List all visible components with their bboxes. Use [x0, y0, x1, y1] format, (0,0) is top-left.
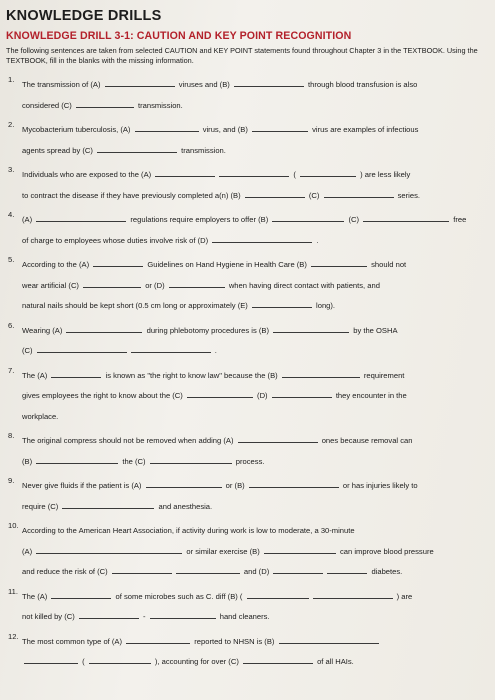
question-text: the (C) [120, 456, 148, 466]
question-number: 8. [8, 431, 15, 440]
question-item [6, 476, 481, 517]
answer-blank[interactable] [150, 454, 232, 464]
answer-blank[interactable] [150, 609, 216, 619]
answer-blank[interactable] [212, 233, 312, 243]
question-line [22, 366, 481, 387]
answer-blank[interactable] [363, 212, 449, 222]
question-text: of charge to employees whose duties involve risk of (D) [22, 235, 211, 245]
answer-blank[interactable] [243, 654, 313, 664]
question-line [22, 75, 481, 96]
question-text: regulations require employers to offer (B) [128, 215, 271, 224]
question-text: (C) [306, 190, 322, 200]
question-text: ( [291, 170, 299, 179]
question-text: is known as "the right to know law" because the (B) [103, 370, 280, 380]
answer-blank[interactable] [135, 122, 199, 132]
question-text: Guidelines on Hand Hygiene in Health Care (B) [145, 260, 310, 269]
question-line [22, 321, 481, 342]
answer-blank[interactable] [252, 122, 308, 132]
answer-blank[interactable] [273, 323, 349, 333]
answer-blank[interactable] [300, 167, 356, 177]
question-text: or similar exercise (B) [184, 546, 262, 556]
answer-blank[interactable] [79, 609, 139, 619]
question-line [22, 652, 481, 673]
page-title: KNOWLEDGE DRILLS [6, 8, 162, 24]
answer-blank[interactable] [36, 212, 126, 222]
question-line [22, 341, 481, 362]
question-text: The (A) [22, 370, 50, 380]
question-line [22, 165, 481, 186]
question-text: process. [233, 456, 265, 466]
question-text: during phlebotomy procedures is (B) [144, 325, 272, 335]
question-number: 7. [8, 365, 15, 375]
question-text: . [212, 346, 217, 355]
question-line [22, 120, 481, 141]
question-text: viruses and (B) [176, 80, 232, 89]
answer-blank[interactable] [37, 343, 127, 353]
question-text: ) are less likely [358, 170, 411, 179]
question-line [22, 587, 481, 608]
question-text: of some microbes such as C. diff (B) ( [113, 591, 245, 601]
answer-blank[interactable] [105, 77, 175, 87]
answer-blank[interactable] [313, 589, 393, 599]
question-line [22, 96, 481, 117]
question-text: Mycobacterium tuberculosis, (A) [22, 125, 133, 134]
question-text: . [314, 235, 319, 245]
question-text: virus, and (B) [200, 125, 250, 134]
answer-blank[interactable] [24, 654, 78, 664]
question-text: (A) [22, 546, 35, 556]
question-text: workplace. [22, 411, 59, 421]
question-text: hand cleaners. [217, 612, 270, 621]
question-line [22, 542, 481, 563]
question-text: free [451, 215, 467, 224]
question-line [22, 276, 481, 297]
question-text: natural nails should be kept short (0.5 cm long or approximately (E) [22, 301, 250, 310]
question-item [6, 75, 481, 116]
answer-blank[interactable] [131, 343, 211, 353]
question-item [6, 587, 481, 628]
question-text: not killed by (C) [22, 612, 77, 621]
question-line [22, 452, 481, 473]
answer-blank[interactable] [112, 564, 172, 574]
question-text: reported to NHSN is (B) [192, 636, 277, 646]
question-item [6, 321, 481, 362]
answer-blank[interactable] [282, 368, 360, 378]
instructions: The following sentences are taken from selected CAUTION and KEY POINT statements found throughout Chapter 3 in the TEXTBOOK. Using the TEXTBOOK, fill in the blanks with the missing information. [6, 46, 478, 65]
answer-blank[interactable] [146, 478, 222, 488]
question-text: through blood transfusion is also [305, 80, 418, 89]
question-item [6, 632, 481, 673]
question-text: ( [80, 657, 87, 666]
question-text: by the OSHA [351, 325, 398, 335]
answer-blank[interactable] [238, 433, 318, 443]
question-line [22, 497, 481, 518]
answer-blank[interactable] [83, 278, 141, 288]
answer-blank[interactable] [187, 388, 253, 398]
answer-blank[interactable] [273, 564, 323, 574]
answer-blank[interactable] [247, 589, 309, 599]
question-list [6, 75, 481, 673]
question-text: - [140, 612, 148, 621]
question-text: or (B) [223, 481, 247, 490]
question-text: ones because removal can [319, 436, 413, 445]
answer-blank[interactable] [126, 634, 190, 644]
answer-blank[interactable] [155, 167, 215, 177]
question-text: and (D) [241, 567, 272, 576]
question-text: The transmission of (A) [22, 80, 103, 89]
question-text: require (C) [22, 501, 61, 511]
question-text: The original compress should not be removed when adding (A) [22, 436, 236, 445]
answer-blank[interactable] [76, 98, 134, 108]
question-number: 11. [8, 586, 18, 596]
question-text: when having direct contact with patients, and [226, 280, 380, 290]
answer-blank[interactable] [62, 499, 154, 509]
question-text: requirement [361, 370, 405, 380]
question-item [6, 431, 481, 472]
question-text: The (A) [22, 591, 50, 601]
question-number: 2. [8, 120, 15, 129]
question-text: should not [369, 260, 407, 269]
question-text: According to the (A) [22, 260, 92, 269]
question-number: 4. [8, 210, 15, 219]
question-number: 1. [8, 75, 15, 84]
question-text: (C) [346, 215, 362, 224]
question-text: (B) [22, 456, 35, 466]
question-text: virus are examples of infectious [309, 125, 419, 134]
question-text: considered (C) [22, 100, 74, 110]
answer-blank[interactable] [93, 257, 143, 267]
question-line [22, 407, 481, 428]
question-text: series. [395, 190, 420, 200]
answer-blank[interactable] [36, 454, 118, 464]
question-line [22, 141, 481, 162]
question-item [6, 366, 481, 428]
question-item [6, 120, 481, 161]
question-text: transmission. [135, 100, 183, 110]
question-line [22, 186, 481, 207]
answer-blank[interactable] [245, 188, 305, 198]
answer-blank[interactable] [264, 544, 336, 554]
answer-blank[interactable] [272, 388, 332, 398]
question-text: or has injuries likely to [340, 481, 418, 490]
answer-blank[interactable] [66, 323, 142, 333]
question-text: The most common type of (A) [22, 636, 125, 646]
question-text: and anesthesia. [156, 501, 213, 511]
question-line [22, 231, 481, 252]
question-item [6, 521, 481, 583]
answer-blank[interactable] [311, 257, 367, 267]
question-text: According to the American Heart Association, if activity during work is low to moderate, a 30-minute [22, 526, 355, 535]
question-text: gives employees the right to know about the (C) [22, 391, 185, 400]
answer-blank[interactable] [176, 564, 240, 574]
question-line [22, 296, 481, 317]
drill-subtitle: KNOWLEDGE DRILL 3-1: CAUTION AND KEY POINT RECOGNITION [6, 30, 352, 42]
answer-blank[interactable] [234, 77, 304, 87]
question-item [6, 210, 481, 251]
question-text: to contract the disease if they have previously completed a(n) (B) [22, 190, 243, 200]
question-item [6, 165, 481, 206]
answer-blank[interactable] [97, 143, 177, 153]
question-text: or (D) [143, 280, 167, 290]
question-line [22, 255, 481, 276]
question-text: transmission. [179, 145, 226, 155]
answer-blank[interactable] [89, 654, 151, 664]
answer-blank[interactable] [51, 589, 111, 599]
question-number: 3. [8, 165, 15, 174]
question-number: 12. [8, 631, 19, 641]
question-text: ) are [394, 591, 413, 601]
answer-blank[interactable] [252, 298, 312, 308]
answer-blank[interactable] [327, 564, 367, 574]
answer-blank[interactable] [219, 167, 289, 177]
question-text: agents spread by (C) [22, 145, 96, 155]
answer-blank[interactable] [249, 478, 339, 488]
question-number: 10. [8, 521, 19, 530]
question-text: Wearing (A) [22, 325, 65, 335]
question-text: (A) [22, 215, 35, 224]
question-text: and reduce the risk of (C) [22, 567, 110, 576]
question-line [22, 521, 481, 542]
question-text: long). [313, 301, 336, 310]
question-line [22, 607, 481, 628]
question-line [22, 386, 481, 407]
question-number: 9. [8, 476, 15, 485]
answer-blank[interactable] [36, 544, 182, 554]
question-number: 6. [8, 320, 15, 330]
question-text: (D) [254, 391, 270, 400]
answer-blank[interactable] [324, 188, 394, 198]
question-number: 5. [8, 255, 15, 264]
answer-blank[interactable] [169, 278, 225, 288]
question-line [22, 210, 481, 231]
question-text: ), accounting for over (C) [152, 657, 241, 666]
answer-blank[interactable] [51, 368, 101, 378]
question-item [6, 255, 481, 317]
question-line [22, 632, 481, 653]
question-text: Individuals who are exposed to the (A) [22, 170, 154, 179]
answer-blank[interactable] [279, 634, 379, 644]
question-text: diabetes. [369, 567, 403, 576]
question-line [22, 431, 481, 452]
answer-blank[interactable] [272, 212, 344, 222]
question-text: they encounter in the [333, 391, 407, 400]
question-line [22, 476, 481, 497]
question-text: can improve blood pressure [337, 546, 434, 556]
question-line [22, 562, 481, 583]
question-text: of all HAIs. [314, 657, 354, 666]
question-text: wear artificial (C) [22, 280, 82, 290]
question-text: (C) [22, 346, 35, 355]
question-text: Never give fluids if the patient is (A) [22, 481, 144, 490]
